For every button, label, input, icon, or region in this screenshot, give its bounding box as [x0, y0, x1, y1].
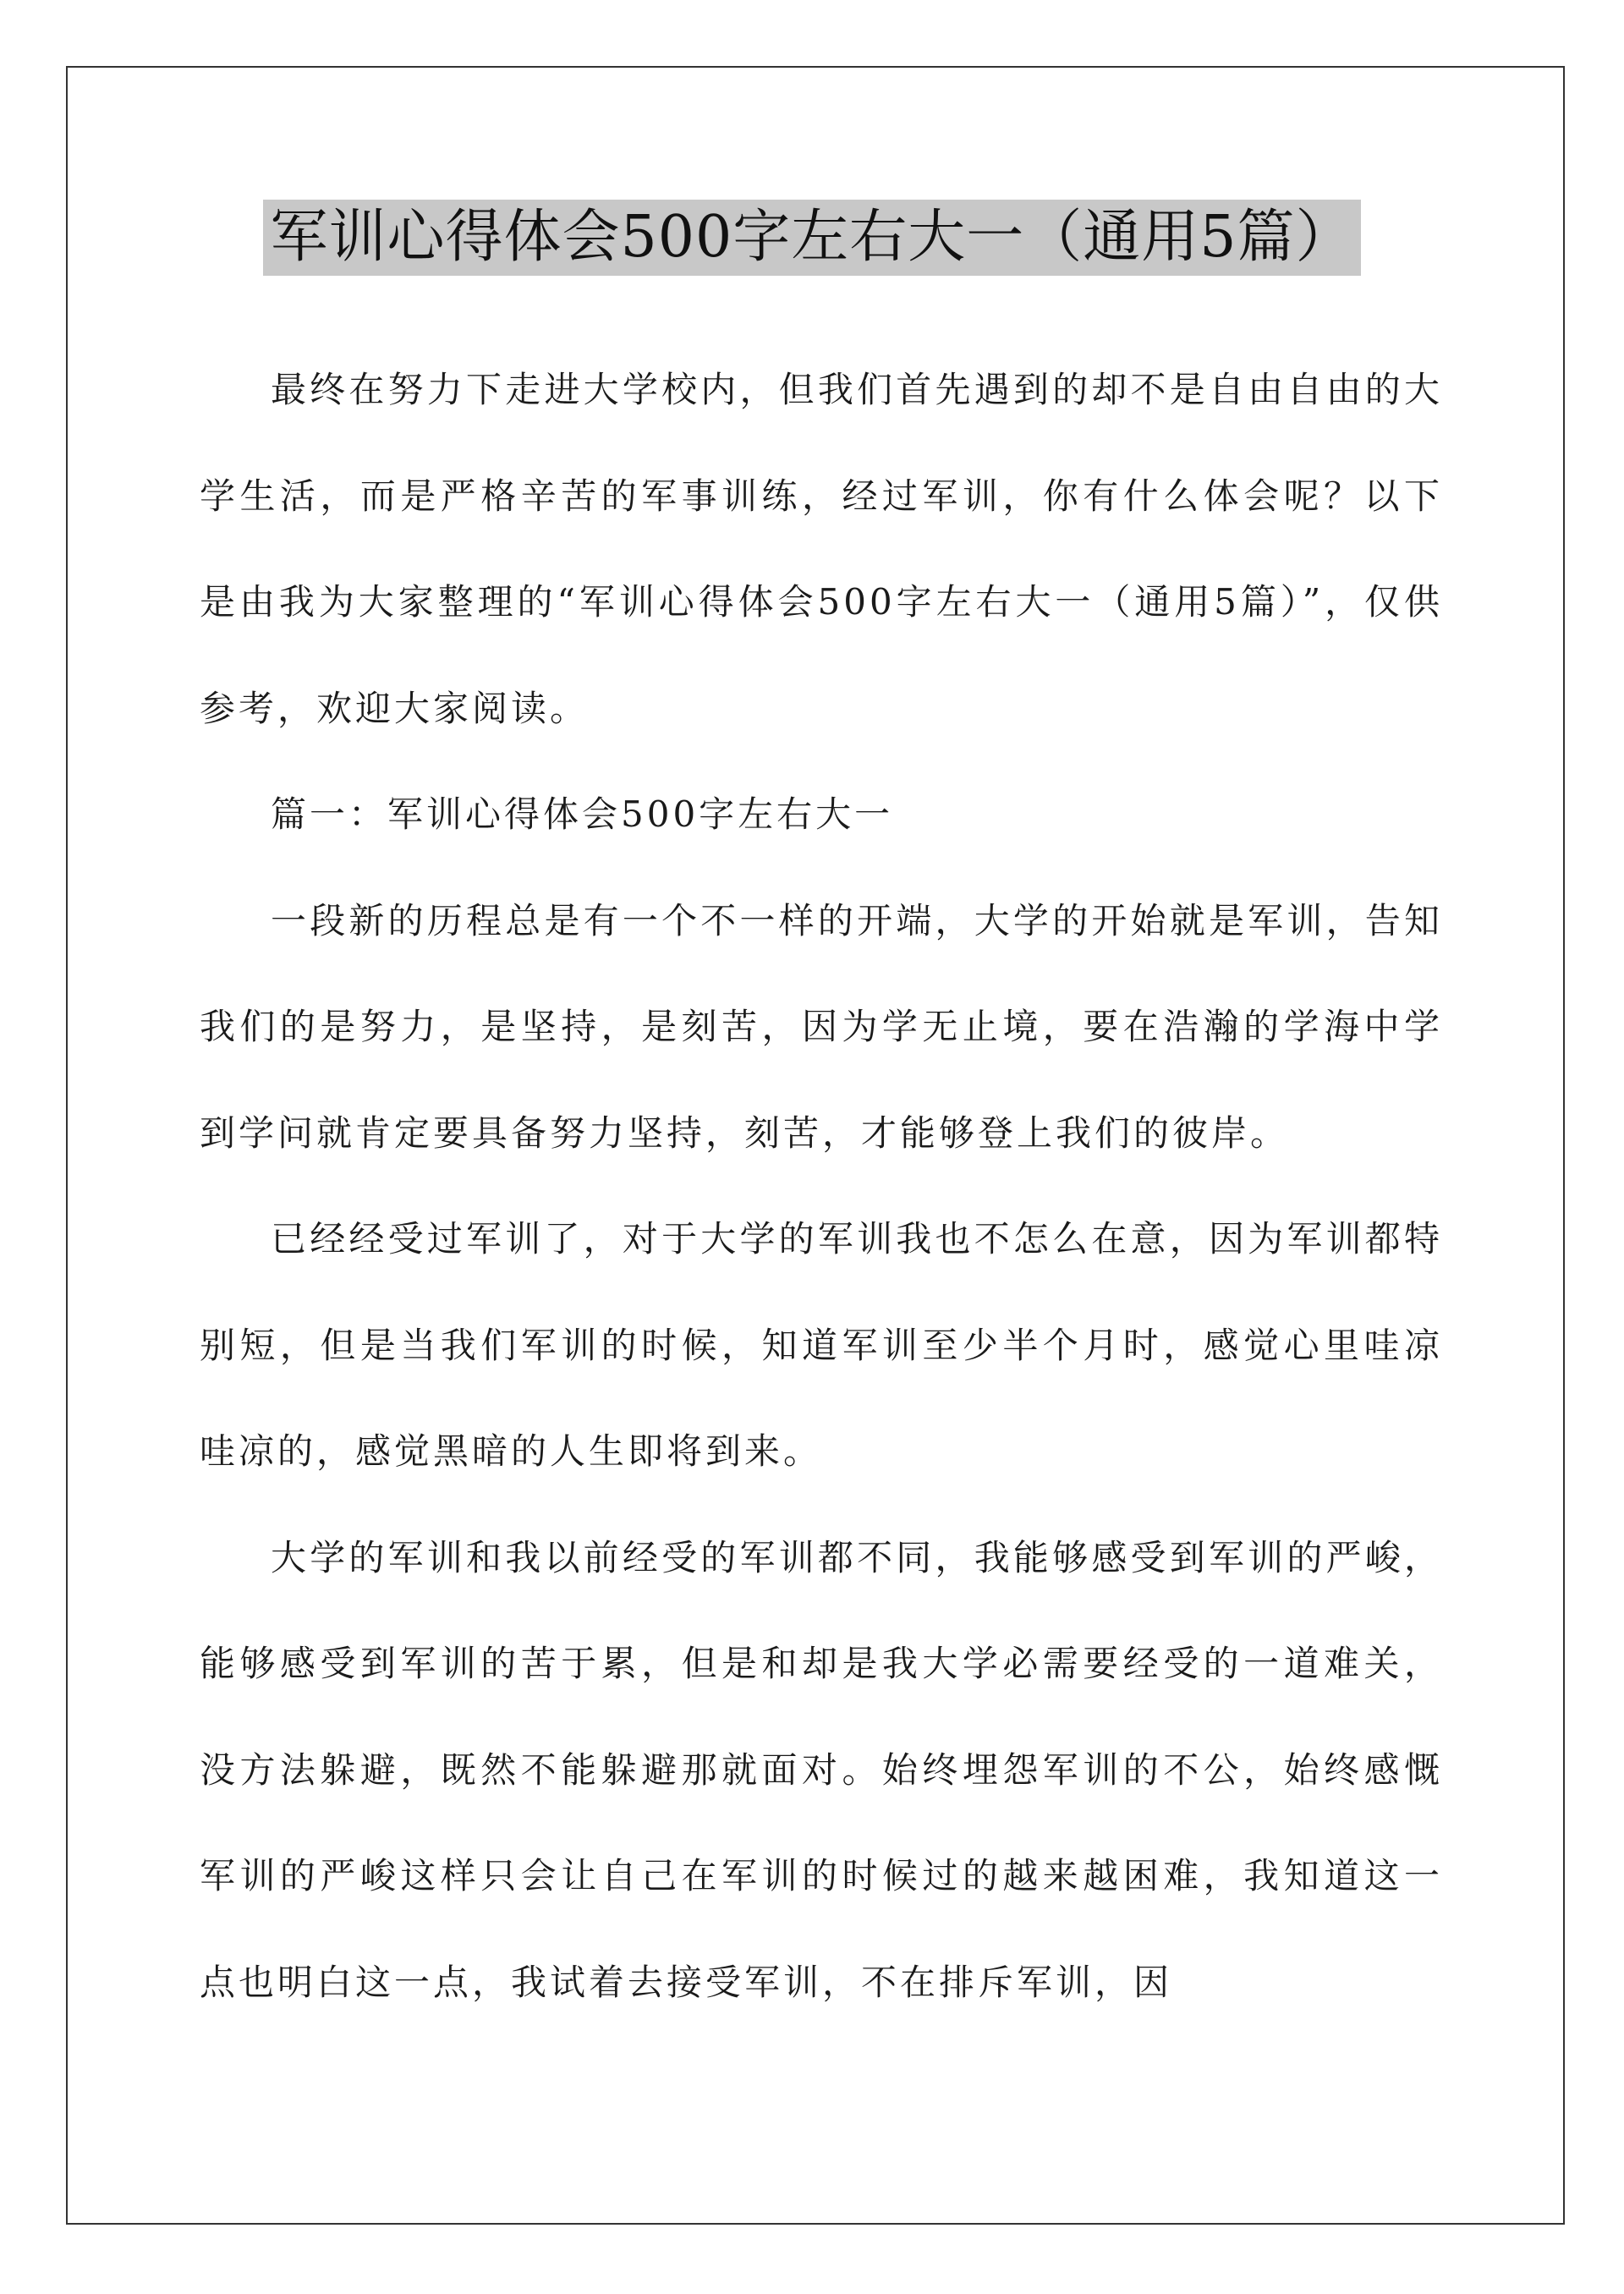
paragraph: 一段新的历程总是有一个不一样的开端，大学的开始就是军训，告知我们的是努力，是坚持，是刻苦，因为学无止境，要在浩瀚的学海中学到学问就肯定要具备努力坚持，刻苦，才能够登上我们的彼岸。	[200, 899, 1443, 1154]
paragraph: 已经经受过军训了，对于大学的军训我也不怎么在意，因为军训都特别短，但是当我们军训的时候，知道军训至少半个月时，感觉心里哇凉哇凉的，感觉黑暗的人生即将到来。	[200, 1218, 1443, 1472]
title-container	[0, 200, 1624, 276]
document-title: 军训心得体会500字左右大一（通用5篇）	[263, 200, 1360, 276]
paragraph-intro: 最终在努力下走进大学校内，但我们首先遇到的却不是自由自由的大学生活，而是严格辛苦的军事训练，经过军训，你有什么体会呢？以下是由我为大家整理的“军训心得体会500字左右大一（通用5篇）”，仅供参考，欢迎大家阅读。	[200, 369, 1443, 729]
paragraph: 大学的军训和我以前经受的军训都不同，我能够感受到军训的严峻，能够感受到军训的苦于累，但是和却是我大学必需要经受的一道难关，没方法躲避，既然不能躲避那就面对。始终埋怨军训的不公，始终感慨军训的严峻这样只会让自己在军训的时候过的越来越困难，我知道这一点也明白这一点，我试着去接受军训，不在排斥军训，因	[200, 1536, 1443, 2003]
section-heading: 篇一：军训心得体会500字左右大一	[271, 793, 894, 835]
document-body	[200, 337, 1443, 2035]
